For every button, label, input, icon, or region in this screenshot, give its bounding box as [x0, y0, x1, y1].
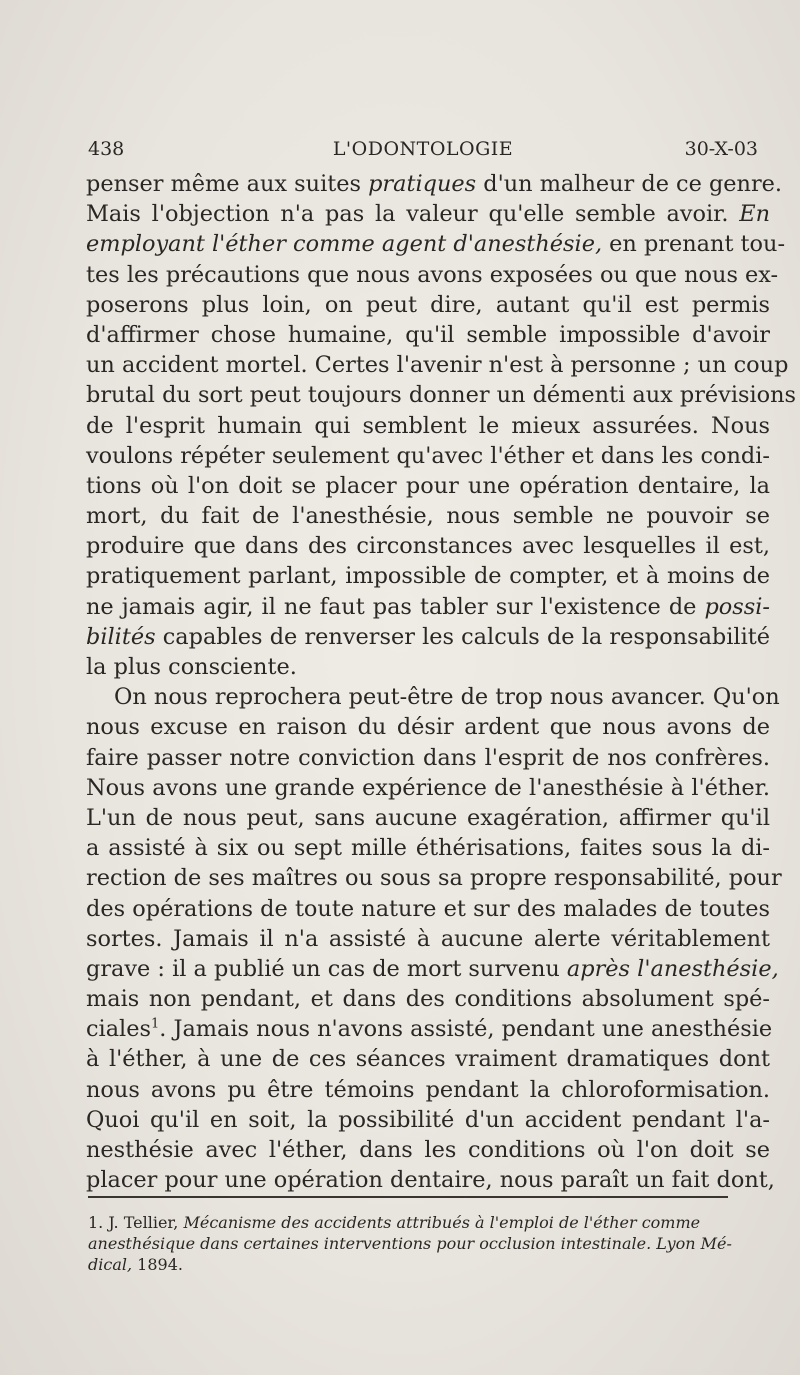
text-line: nous avons pu être témoins pendant la chloroformisation. [86, 1076, 770, 1103]
text-line: a assisté à six ou sept mille éthérisations, faites sous la di- [86, 835, 770, 862]
text-line: mais non pendant, et dans des conditions absolument spé- [86, 986, 770, 1013]
text-line: placer pour une opération dentaire, nous paraît un fait dont, [86, 1167, 775, 1194]
issue-date: 30-X-03 [684, 138, 758, 160]
text-line: d'affirmer chose humaine, qu'il semble impossible d'avoir [86, 321, 770, 348]
text-line: pratiquement parlant, impossible de compter, et à moins de [86, 563, 770, 590]
footnote-reference: 1 [150, 1016, 160, 1032]
footnote-line: 1. J. Tellier, Mécanisme des accidents attribués à l'emploi de l'éther comme [88, 1213, 701, 1232]
text-line: Mais l'objection n'a pas la valeur qu'elle semble avoir. En [86, 201, 770, 228]
text-line: produire que dans des circonstances avec lesquelles il est, [86, 533, 770, 560]
text-line: mort, du fait de l'anesthésie, nous semble ne pouvoir se [86, 503, 770, 530]
footnote-line: dical, 1894. [88, 1255, 183, 1274]
text-line: faire passer notre conviction dans l'esprit de nos confrères. [86, 744, 770, 771]
text-line: Nous avons une grande expérience de l'anesthésie à l'éther. [86, 774, 770, 801]
running-header [88, 138, 758, 168]
text-line: sortes. Jamais il n'a assisté à aucune alerte véritablement [86, 925, 770, 952]
text-line: rection de ses maîtres ou sous sa propre responsabilité, pour [86, 865, 782, 892]
text-line: voulons répéter seulement qu'avec l'éther et dans les condi- [86, 442, 770, 469]
text-line: penser même aux suites pratiques d'un malheur de ce genre. [86, 171, 783, 197]
text-line: tes les précautions que nous avons exposées ou que nous ex- [86, 261, 779, 288]
page-number: 438 [88, 138, 125, 160]
text-line: Quoi qu'il en soit, la possibilité d'un accident pendant l'a- [86, 1106, 770, 1133]
text-line: On nous reprochera peut-être de trop nous avancer. Qu'on [114, 684, 780, 711]
text-line: ciales$^1$. Jamais nous n'avons assisté, pendant une anesthésie [86, 1016, 773, 1043]
footnote-divider [88, 1196, 728, 1198]
text-line: ne jamais agir, il ne faut pas tabler sur l'existence de possi- [86, 593, 770, 620]
text-line: tions où l'on doit se placer pour une opération dentaire, la [86, 472, 770, 499]
text-line: employant l'éther comme agent d'anesthésie, en prenant tou- [86, 231, 786, 258]
text-line: L'un de nous peut, sans aucune exagération, affirmer qu'il [86, 804, 770, 831]
text-line: un accident mortel. Certes l'avenir n'est à personne ; un coup [86, 352, 789, 379]
text-line: de l'esprit humain qui semblent le mieux assurées. Nous [86, 412, 770, 439]
text-line: bilités capables de renverser les calculs de la responsabilité [86, 623, 770, 650]
text-line: nesthésie avec l'éther, dans les conditions où l'on doit se [86, 1137, 770, 1163]
footnote [88, 1212, 738, 1275]
body-text [86, 169, 797, 1195]
text-line: brutal du sort peut toujours donner un démenti aux prévisions [86, 382, 797, 409]
text-line: des opérations de toute nature et sur des malades de toutes [86, 895, 770, 922]
text-line: poserons plus loin, on peut dire, autant qu'il est permis [86, 291, 770, 318]
text-line: à l'éther, à une de ces séances vraiment dramatiques dont [86, 1046, 770, 1073]
footnote-line: anesthésique dans certaines interventions pour occlusion intestinale. Lyon Mé- [88, 1234, 732, 1253]
text-line: grave : il a publié un cas de mort survenu après l'anesthésie, [86, 955, 779, 982]
text-line: nous excuse en raison du désir ardent que nous avons de [86, 714, 770, 741]
text-line: la plus consciente. [86, 654, 297, 680]
running-title: L'ODONTOLOGIE [332, 138, 514, 160]
